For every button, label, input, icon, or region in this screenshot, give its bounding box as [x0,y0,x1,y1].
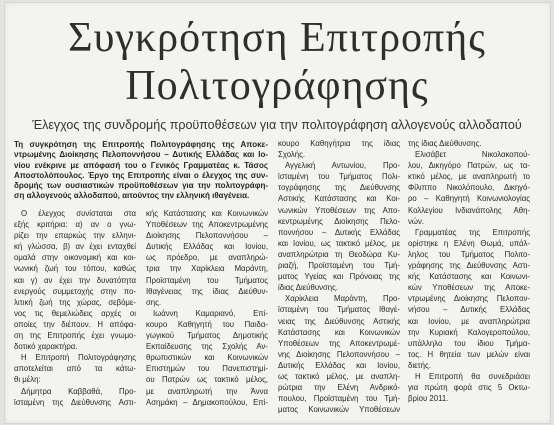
text-column-3 [278,138,400,415]
text-line: γωγικού Τμήματος Δημοτικής [146,331,268,341]
text-line: κουρο Καθηγητή του Παιδα- [146,319,268,329]
lead-paragraph [14,140,268,202]
text-line: Χαρίκλεια Μαράντη, Προ- [285,294,400,304]
text-line: ρώτρια την Ελένη Ανδρικό- [278,383,400,393]
text-line: ϊσταμένη της Διεύθυνσης Αστι- [14,397,136,407]
text-line: κτικό μέλος, με αναπληρωτή το [408,172,530,182]
text-column-4 [408,138,530,404]
text-line: ϊσταμένη του Τμήματος Πολι- [278,172,400,182]
text-line: τρια την Χαρίκλεια Μαράντη, [146,264,268,274]
text-line: δοτικό χαρακτήρα. [14,342,78,352]
text-line: Υποθέσεων της Αποκεντρωμέ- [278,338,400,348]
text-line: ομαλά στην οικονομική και κοι- [14,253,136,263]
lead-line: δρομής των ουσιαστικών προϋποθέσεων για την πολιτογράφη- [14,181,268,191]
paragraph [14,208,136,352]
text-line: σης. [146,297,162,307]
text-line: υπάλληλο του ίδιου Τμήμα- [408,338,530,348]
text-column-1 [14,208,136,408]
subheadline: Έλεγχος της συνδρομής προϋποθέσεων για την πολιτογράφηση αλλογενούς αλλοδαπού [32,118,522,132]
text-line: με αναπληρωτή την Άννα [146,386,268,396]
text-line: Υποθέσεων της Αποκεντρωμένης [146,220,268,230]
text-line: και Ιονίου, ως τακτικό μέλος, με [278,238,400,248]
text-line: Σχολής. [278,150,306,160]
text-line: και γ) αν έχει την δυνατότητα [14,275,136,285]
text-line: ση της Επιτροπής έχει γνωμο- [14,331,136,341]
text-line: πουλου, Προϊσταμένη του Τμή- [278,394,400,404]
lead-line: ντρωμένης Διοίκησης Πελοποννήσου – Δυτικής Ελλάδας και Ιο- [14,150,268,160]
paragraph [278,138,400,160]
text-line: ρο – Καθηγητή Κοινωνιολογίας [408,194,530,204]
text-line: θι μέλη: [14,375,41,385]
text-line: Η Επιτροπή Πολιτογράφησης [21,353,136,363]
text-line: τογράφησης της Διεύθυνσης [278,183,400,193]
lead-line: νίου ενέκρινε με απόφασή του ο Γενικός Γραμματέας κ. Τάσος [14,160,268,170]
text-line: Αστικής Κατάστασης και Κοι- [278,194,400,204]
text-line: Εκπαίδευσης της Σχολής Αν- [146,342,268,352]
text-line: ως τακτικό μέλος, με αναπλη- [278,371,400,381]
text-line: ριαζή, Προϊσταμένη του Τμή- [278,261,400,271]
text-line: γράφησης της Διεύθυνσης Αστι- [408,261,530,271]
text-line: την Κυριακή Καλογεροπούλου, [408,327,530,337]
text-line: ενεργούς συμμετοχής στην πο- [14,286,136,296]
paragraph [146,308,268,408]
text-line: βρίου 2011. [408,394,449,404]
text-line: Προϊσταμένη του Τμήματος [146,275,268,285]
text-line: νωνική ζωή του τόπου, καθώς [14,264,136,274]
text-line: Ο έλεγχος συνίσταται στα [21,209,136,218]
paragraph [408,149,530,227]
text-line: κής Κατάστασης και Κοινωνι- [408,272,530,282]
text-line: Η Επιτροπή θα συνεδριάσει [415,371,530,381]
text-column-2 [146,208,268,408]
text-line: νος τις θεμελιώδεις αρχές οι [14,308,136,318]
text-line: νειας της Διεύθυνσης Αστικής [278,316,400,326]
text-line: της ίδιας Διεύθυνσης. [408,139,482,148]
headline-line-1: Συγκρότηση Επιτροπής [68,15,486,61]
text-line: νης Διοίκησης Πελοποννήσου – [278,349,400,359]
text-line: ορίστηκε η Ελένη Θωμά, υπάλ- [408,238,530,248]
text-line: Κολλεγίου Ινδιανάπολης Αθη- [408,205,530,215]
text-line: τος. Η θητεία των μελών είναι [408,349,530,359]
text-line: Ελισάβετ Νικολακοπού- [415,150,530,160]
paragraph [408,138,530,149]
text-line: ου Πατρών ως τακτικό μέλος, [146,375,268,385]
paragraph [278,293,400,415]
text-line: ως πρόεδρο, με αναπληρώ- [146,253,268,263]
text-line: κής Κατάστασης και Κοινωνικών [146,209,268,218]
text-line: ματος Κοινωνικών Υποθέσεων [278,405,400,415]
text-line: ματος Υγείας και Πρόνοιας της [278,272,400,282]
text-line: ϊσταμένη του Τμήματος Ιθαγέ- [278,305,400,315]
text-line: κεντρωμένης Διοίκησης Πελο- [278,216,400,226]
text-line: νωνικών Υποθέσεων της Απο- [278,205,400,215]
text-line: Γραμματέας της Επιτροπής [415,227,530,237]
text-line: λιτική ζωή της χώρας, σεβόμε- [14,297,136,307]
text-line: νήσου – Δυτικής Ελλάδας [408,305,530,315]
text-line: Ιθαγένειας της ίδιας Διεύθυν- [146,286,268,296]
paragraph [146,208,268,308]
paragraph [408,371,530,404]
text-line: κουρο Καθηγήτρια της ίδιας [278,139,400,148]
text-line: Αγγελική Αντωνίου, Προ- [285,161,400,171]
text-line: Ασημάκη – Δημακοπούλου, Επί- [146,397,268,407]
text-line: ληλος του Τμήματος Πολιτο- [408,249,530,259]
text-line: Κατάστασης και Κοινωνικών [278,327,400,337]
text-line: για πρώτη φορά στις 5 Οκτω- [408,383,530,393]
text-line: οποίες την διέπουν. Η απόφα- [14,319,136,329]
paragraph [14,386,136,408]
text-line: Δυτικής Ελλάδας και Ιονίου, [278,360,400,370]
text-line: Διοίκησης Πελοποννήσου – [146,231,268,241]
paragraph [278,160,400,293]
text-line: θρωπιστικών και Κοινωνικών [146,353,268,363]
text-line: Δήμητρα Καββαθά, Προ- [21,386,136,396]
headline [10,14,544,110]
paragraph [14,352,136,385]
text-line: αναπληρώτρια τη Θεοδώρα Κυ- [278,249,400,259]
text-line: αποτελείται από τα κάτω- [14,364,136,374]
lead-line: Τη συγκρότηση της Επιτροπής Πολιτογράφησης της Αποκε- [14,140,268,149]
text-line: ρίζει την επαρκώς την ελληνι- [14,231,136,241]
text-line: ίδιας Διεύθυνσης. [278,283,339,293]
text-line: κών Υποθέσεων της Αποκε- [408,283,530,293]
text-line: και Ιονίου, με αναπληρώτρια [408,316,530,326]
text-line: ντρωμένης Διοίκησης Πελοπον- [408,294,530,304]
text-line: Δυτικής Ελλάδας και Ιονίου, [146,242,268,252]
text-line: νών. [408,216,425,226]
text-line: Επιστημών του Πανεπιστημί- [146,364,268,374]
text-line: διετής. [408,360,431,370]
lead-line: Αποστολόπουλος. Έργο της Επιτροπής είναι ο έλεγχος της συν- [14,170,268,180]
lead-line: ση αλλογενούς αλλοδαπού, αιτούντος την ελληνική ιθαγένεια. [14,191,250,201]
text-line: κή γλώσσα, β) αν έχει ενταχθεί [14,242,136,252]
text-line: Φίλιππο Νικολόπουλο, Δικηγό- [408,183,530,193]
text-line: εξής κριτήρια: α) αν ο γνω- [14,220,136,230]
text-line: λου, Δικηγόρο Πατρών, ως τα- [408,161,530,171]
headline-line-2: Πολιτογράφησης [125,63,429,109]
text-line: ποννήσου – Δυτικής Ελλάδας [278,227,400,237]
paragraph [408,227,530,371]
text-line: Ιωάννη Καμαριανό, Επί- [153,308,268,318]
